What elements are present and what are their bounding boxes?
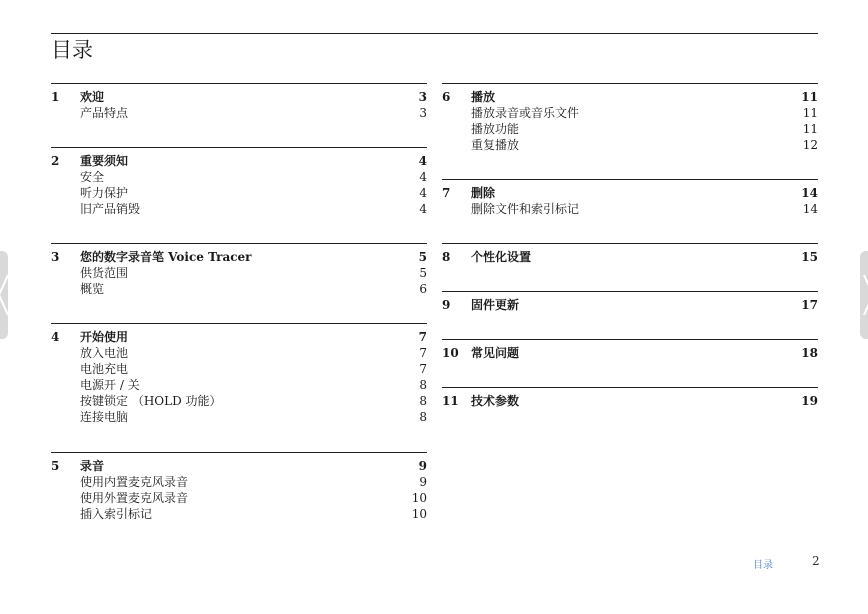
toc-subentry[interactable] [51, 345, 427, 361]
toc-section-5 [51, 452, 427, 522]
section-title: 播放 [471, 90, 496, 104]
section-title: 删除 [471, 186, 496, 200]
toc-subentry[interactable] [51, 474, 427, 490]
page-number: 9 [419, 475, 427, 489]
toc-subentry[interactable] [51, 393, 427, 409]
page-number: 10 [411, 507, 427, 521]
page-number: 18 [801, 346, 818, 360]
page-number: 4 [419, 202, 427, 216]
section-title: 录音 [80, 459, 105, 473]
next-page-tab[interactable] [860, 251, 868, 339]
section-number: 10 [442, 346, 459, 360]
subsection-title: 重复播放 [471, 138, 520, 152]
toc-subentry[interactable] [442, 105, 818, 121]
section-number: 3 [51, 250, 60, 264]
page-number: 4 [419, 170, 427, 184]
page-number: 14 [801, 186, 818, 200]
section-number: 7 [442, 186, 451, 200]
toc-section-2 [51, 147, 427, 217]
toc-subentry[interactable] [51, 265, 427, 281]
subsection-title: 听力保护 [80, 186, 129, 200]
subsection-title: 使用内置麦克风录音 [80, 475, 189, 489]
toc-entry-9[interactable] [442, 297, 818, 313]
toc-section-11 [442, 387, 818, 409]
toc-section-4 [51, 323, 427, 425]
subsection-title: 产品特点 [80, 106, 129, 120]
toc-section-9 [442, 291, 818, 313]
page-number: 8 [419, 378, 427, 392]
section-title: 个性化设置 [471, 250, 532, 264]
page-number: 7 [419, 362, 427, 376]
page-number: 11 [801, 90, 818, 104]
page-number: 10 [411, 491, 427, 505]
toc-section-10 [442, 339, 818, 361]
page-number: 5 [419, 266, 427, 280]
page-number: 6 [419, 282, 427, 296]
subsection-title: 安全 [80, 170, 105, 184]
toc-subentry[interactable] [51, 281, 427, 297]
page-number: 4 [419, 186, 427, 200]
section-number: 8 [442, 250, 451, 264]
page-number: 9 [418, 459, 427, 473]
toc-subentry[interactable] [51, 185, 427, 201]
subsection-title: 连接电脑 [80, 410, 129, 424]
page-number: 17 [801, 298, 818, 312]
toc-section-1 [51, 83, 427, 121]
prev-page-tab[interactable] [0, 251, 8, 339]
page-number: 3 [418, 90, 427, 104]
toc-subentry[interactable] [51, 377, 427, 393]
top-rule [51, 33, 818, 34]
section-title: 常见问题 [471, 346, 520, 360]
toc-entry-2[interactable] [51, 153, 427, 169]
page-number: 4 [418, 154, 427, 168]
section-title: 固件更新 [471, 298, 520, 312]
toc-subentry[interactable] [51, 490, 427, 506]
subsection-title: 删除文件和索引标记 [471, 202, 580, 216]
section-title: 技术参数 [471, 394, 520, 408]
toc-subentry[interactable] [442, 137, 818, 153]
toc-section-8 [442, 243, 818, 265]
section-number: 9 [442, 298, 451, 312]
toc-section-7 [442, 179, 818, 217]
subsection-title: 概览 [80, 282, 105, 296]
subsection-title: 插入索引标记 [80, 507, 153, 521]
subsection-title: 放入电池 [80, 346, 129, 360]
page-number: 8 [419, 410, 427, 424]
toc-subentry[interactable] [51, 201, 427, 217]
toc-section-6 [442, 83, 818, 153]
section-number: 5 [51, 459, 60, 473]
toc-section-3 [51, 243, 427, 297]
toc-entry-8[interactable] [442, 249, 818, 265]
section-title: 您的数字录音笔 Voice Tracer [80, 250, 252, 264]
page-number: 8 [419, 394, 427, 408]
toc-subentry[interactable] [51, 506, 427, 522]
toc-subentry[interactable] [51, 409, 427, 425]
section-number: 4 [51, 330, 60, 344]
section-number: 1 [51, 90, 60, 104]
toc-entry-6[interactable] [442, 89, 818, 105]
subsection-title: 旧产品销毁 [80, 202, 141, 216]
toc-subentry[interactable] [442, 121, 818, 137]
subsection-title: 播放功能 [471, 122, 520, 136]
toc-subentry[interactable] [51, 169, 427, 185]
page-number: 5 [418, 250, 427, 264]
toc-subentry[interactable] [51, 105, 427, 121]
page-number: 14 [802, 202, 818, 216]
toc-entry-1[interactable] [51, 89, 427, 105]
page-title: 目录 [51, 38, 93, 62]
toc-entry-7[interactable] [442, 185, 818, 201]
subsection-title: 播放录音或音乐文件 [471, 106, 580, 120]
subsection-title: 电源开 / 关 [80, 378, 140, 392]
footer-section-label[interactable]: 目录 [753, 560, 773, 571]
toc-entry-4[interactable] [51, 329, 427, 345]
page-number: 3 [419, 106, 427, 120]
chevron-right-icon [860, 273, 868, 317]
page-number: 15 [801, 250, 818, 264]
footer-page-number: 2 [812, 554, 820, 568]
section-title: 欢迎 [80, 90, 105, 104]
section-number: 11 [442, 394, 459, 408]
page-number: 7 [419, 346, 427, 360]
toc-subentry[interactable] [442, 201, 818, 217]
subsection-title: 供货范围 [80, 266, 129, 280]
section-number: 6 [442, 90, 451, 104]
subsection-title: 按键锁定 （HOLD 功能） [80, 394, 222, 408]
toc-entry-5[interactable] [51, 458, 427, 474]
page-number: 11 [802, 122, 818, 136]
toc-subentry[interactable] [51, 361, 427, 377]
page-number: 11 [802, 106, 818, 120]
toc-entry-3[interactable] [51, 249, 427, 265]
page-number: 7 [418, 330, 427, 344]
section-number: 2 [51, 154, 60, 168]
page-number: 19 [801, 394, 818, 408]
toc-entry-11[interactable] [442, 393, 818, 409]
section-title: 开始使用 [80, 330, 129, 344]
chevron-left-icon [0, 273, 12, 317]
subsection-title: 电池充电 [80, 362, 129, 376]
toc-entry-10[interactable] [442, 345, 818, 361]
section-title: 重要须知 [80, 154, 129, 168]
page-number: 12 [802, 138, 818, 152]
subsection-title: 使用外置麦克风录音 [80, 491, 189, 505]
